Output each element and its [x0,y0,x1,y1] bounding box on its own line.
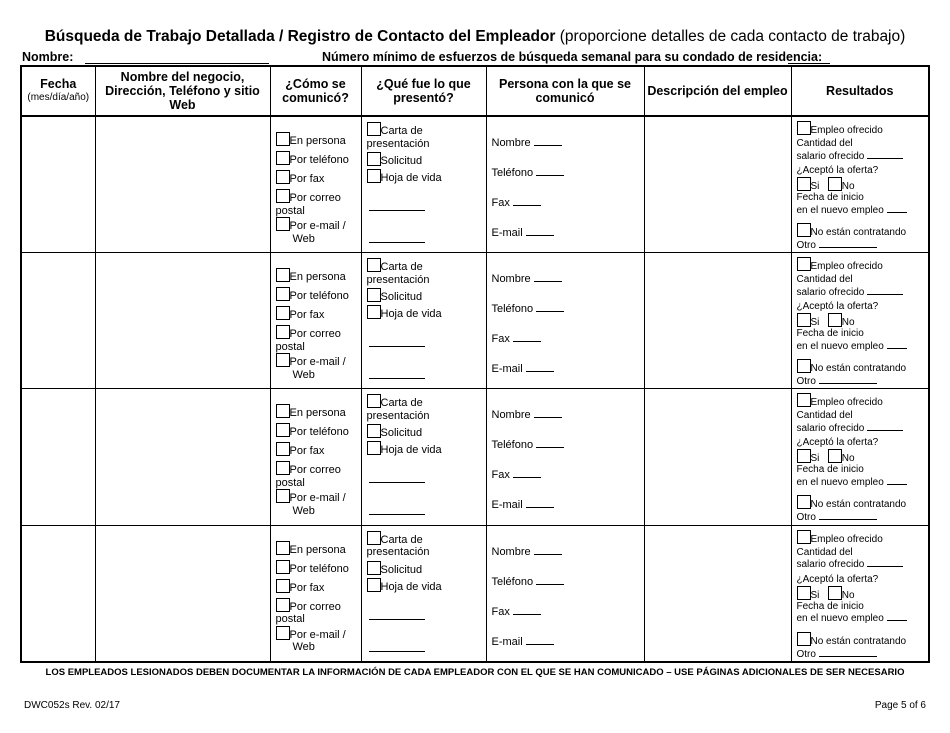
start-label: Fecha de inicio [796,328,864,340]
in-person-label: En persona [289,407,346,420]
date-cell[interactable] [21,116,95,253]
email-line[interactable] [526,235,554,236]
checkbox[interactable] [797,121,811,135]
col-presented: ¿Qué fue lo que presentó? [361,66,486,116]
other-label: Otro [796,376,816,388]
business-cell[interactable] [95,389,270,525]
fax-line[interactable] [513,477,541,478]
checkbox[interactable] [797,393,811,407]
checkbox[interactable] [367,288,381,302]
start-label: Fecha de inicio [796,192,864,203]
phone-line[interactable] [536,447,564,448]
page-number: Page 5 of 6 [874,700,926,711]
checkbox[interactable] [276,423,290,437]
offered-label: Empleo ofrecido [810,533,883,545]
checkbox[interactable] [797,257,811,271]
how-cell [270,525,361,662]
mail-label: Por correo [289,328,341,341]
phone-label: Por teléfono [289,562,349,575]
application-label: Solicitud [380,427,423,440]
phone-field-label: Teléfono [491,575,534,588]
no-label: No [841,589,855,601]
how-cell [270,253,361,389]
checkbox[interactable] [828,586,842,600]
in-person-label: En persona [289,135,346,147]
salary-label: Cantidad del [796,410,853,422]
salary-line[interactable] [867,294,903,295]
name-field-label: Nombre [491,273,531,286]
person-cell [486,116,644,253]
date-cell[interactable] [21,253,95,389]
cover-label-2: presentación [366,273,430,286]
phone-field-label: Teléfono [491,303,534,316]
results-cell [791,525,929,662]
name-line[interactable] [534,145,562,146]
no-label: No [841,453,855,465]
checkbox[interactable] [276,353,290,367]
start-line[interactable] [887,484,907,485]
name-field[interactable] [85,63,269,64]
col-how: ¿Cómo se comunicó? [270,66,361,116]
checkbox[interactable] [367,394,381,408]
accepted-label: ¿Aceptó la oferta? [796,301,879,313]
offered-label: Empleo ofrecido [810,261,883,273]
salary-label-2: salario ofrecido [796,150,865,162]
offered-label: Empleo ofrecido [810,125,883,136]
salary-label: Cantidad del [796,274,853,286]
job-cell[interactable] [644,389,791,525]
checkbox[interactable] [276,151,290,165]
resume-label: Hoja de vida [380,580,442,593]
start-line[interactable] [887,348,907,349]
job-cell[interactable] [644,253,791,389]
yes-label: Si [810,317,820,329]
fax-field-label: Fax [491,469,510,482]
fax-field-label: Fax [491,605,510,618]
checkbox[interactable] [276,306,290,320]
email-field-label: E-mail [491,499,523,512]
contact-log-table [20,65,930,663]
other-doc-line[interactable] [369,651,425,652]
checkbox[interactable] [367,531,381,545]
table-row [21,253,929,389]
not-hiring-label: No están contratando [810,227,907,238]
accepted-label: ¿Aceptó la oferta? [796,165,879,176]
checkbox[interactable] [797,313,811,327]
resume-label: Hoja de vida [380,444,442,457]
checkbox[interactable] [367,441,381,455]
phone-field-label: Teléfono [491,439,534,452]
fax-line[interactable] [513,614,541,615]
checkbox[interactable] [367,122,381,136]
no-label: No [841,181,855,192]
checkbox[interactable] [276,598,290,612]
yes-label: Si [810,453,820,465]
col-date-sub: (mes/día/año) [27,92,90,103]
col-job: Descripción del empleo [644,66,791,116]
checkbox[interactable] [276,489,290,503]
fax-label: Por fax [289,173,325,185]
other-doc-line[interactable] [369,482,425,483]
fax-field-label: Fax [491,197,510,209]
mail-label: Por correo [289,192,341,204]
cover-label-2: presentación [366,137,430,150]
name-line[interactable] [534,281,562,282]
checkbox[interactable] [797,495,811,509]
yes-label: Si [810,181,820,192]
fax-line[interactable] [513,205,541,206]
salary-line[interactable] [867,158,903,159]
results-cell [791,389,929,525]
presented-cell [361,389,486,525]
checkbox[interactable] [797,177,811,191]
checkbox[interactable] [828,449,842,463]
accepted-label: ¿Aceptó la oferta? [796,437,879,449]
email-label: Por e-mail / [289,356,346,369]
checkbox[interactable] [797,632,811,646]
email-label: Por e-mail / [289,628,346,641]
col-date [21,66,95,116]
start-label-2: en el nuevo empleo [796,340,884,352]
salary-line[interactable] [867,566,903,567]
start-label: Fecha de inicio [796,600,864,612]
checkbox[interactable] [276,189,290,203]
results-cell [791,116,929,253]
date-cell[interactable] [21,525,95,662]
accepted-label: ¿Aceptó la oferta? [796,573,879,585]
checkbox[interactable] [797,586,811,600]
checkbox[interactable] [367,258,381,272]
salary-label-2: salario ofrecido [796,286,865,298]
checkbox[interactable] [367,424,381,438]
other-label: Otro [796,240,816,251]
col-results: Resultados [791,66,929,116]
name-label: Nombre: [22,50,74,64]
checkbox[interactable] [797,359,811,373]
job-cell[interactable] [644,116,791,253]
email-line[interactable] [526,507,554,508]
email-line[interactable] [526,644,554,645]
mail-label-2: postal [275,613,305,626]
phone-label: Por teléfono [289,426,349,439]
checkbox[interactable] [367,561,381,575]
form-title [0,28,950,46]
how-cell [270,116,361,253]
mail-label-2: postal [275,204,305,217]
checkbox[interactable] [828,313,842,327]
email-line[interactable] [526,371,554,372]
name-field-label: Nombre [491,545,531,558]
phone-line[interactable] [536,311,564,312]
application-label: Solicitud [380,291,423,304]
min-efforts-label: Número mínimo de esfuerzos de búsqueda semanal para su condado de residencia: [322,50,823,64]
checkbox[interactable] [367,578,381,592]
application-label: Solicitud [380,563,423,576]
resume-label: Hoja de vida [380,308,442,321]
how-cell [270,389,361,525]
checkbox[interactable] [367,305,381,319]
name-line[interactable] [534,417,562,418]
checkbox[interactable] [367,169,381,183]
presented-cell [361,253,486,389]
checkbox[interactable] [276,170,290,184]
checkbox[interactable] [797,223,811,237]
cover-label: Carta de [380,125,423,137]
mail-label-2: postal [275,476,305,489]
mail-label: Por correo [289,600,341,613]
salary-label: Cantidad del [796,138,853,149]
checkbox[interactable] [828,177,842,191]
start-line[interactable] [887,212,907,213]
checkbox[interactable] [276,268,290,282]
checkbox[interactable] [276,626,290,640]
checkbox[interactable] [276,217,290,231]
title-bold: Búsqueda de Trabajo Detallada / Registro de Contacto del Empleador [44,28,556,45]
application-label: Solicitud [380,155,423,167]
email-field-label: E-mail [491,363,523,376]
other-line[interactable] [819,656,877,657]
start-label: Fecha de inicio [796,464,864,476]
resume-label: Hoja de vida [380,172,442,184]
other-doc-line[interactable] [369,378,425,379]
other-doc-line[interactable] [369,242,425,243]
cover-label: Carta de [380,533,423,546]
fax-label: Por fax [289,445,325,458]
checkbox[interactable] [276,442,290,456]
fax-field-label: Fax [491,333,510,346]
table-row [21,116,929,253]
phone-label: Por teléfono [289,154,349,166]
start-label-2: en el nuevo empleo [796,613,884,625]
checkbox[interactable] [367,152,381,166]
checkbox[interactable] [276,579,290,593]
form-id: DWC052s Rev. 02/17 [24,700,120,711]
email-field-label: E-mail [491,227,523,239]
offered-label: Empleo ofrecido [810,397,883,409]
checkbox[interactable] [797,530,811,544]
fax-label: Por fax [289,581,325,594]
no-label: No [841,317,855,329]
email-label-2: Web [292,504,315,517]
phone-line[interactable] [536,175,564,176]
not-hiring-label: No están contratando [810,363,907,375]
other-label: Otro [796,512,816,524]
other-doc-line[interactable] [369,210,425,211]
business-cell[interactable] [95,116,270,253]
start-label-2: en el nuevo empleo [796,204,884,216]
email-label-2: Web [292,232,315,245]
yes-label: Si [810,589,820,601]
min-efforts-field[interactable] [788,63,830,64]
checkbox[interactable] [276,541,290,555]
footer-notice: LOS EMPLEADOS LESIONADOS DEBEN DOCUMENTAR LA INFORMACIÓN DE CADA EMPLEADOR CON EL QUE SE HAN COMUNICADO – USE PÁGINAS ADICIONALES DE SER NECESARIO [45,667,905,678]
name-field-label: Nombre [491,137,531,149]
col-person: Persona con la que se comunicó [486,66,644,116]
col-date-label: Fecha [40,77,77,91]
fax-label: Por fax [289,309,325,322]
email-field-label: E-mail [491,635,523,648]
fax-line[interactable] [513,341,541,342]
person-cell [486,525,644,662]
checkbox[interactable] [797,449,811,463]
checkbox[interactable] [276,287,290,301]
title-normal: (proporcione detalles de cada contacto de trabajo) [555,28,906,45]
not-hiring-label: No están contratando [810,635,907,647]
other-line[interactable] [819,383,877,384]
presented-cell [361,525,486,662]
checkbox[interactable] [276,560,290,574]
start-label-2: en el nuevo empleo [796,476,884,488]
cover-label-2: presentación [366,409,430,422]
mail-label: Por correo [289,464,341,477]
job-cell[interactable] [644,525,791,662]
in-person-label: En persona [289,543,346,556]
person-cell [486,389,644,525]
other-line[interactable] [819,519,877,520]
cover-label: Carta de [380,261,423,274]
checkbox[interactable] [276,325,290,339]
checkbox[interactable] [276,404,290,418]
table-row [21,389,929,525]
person-cell [486,253,644,389]
table-row [21,525,929,662]
phone-field-label: Teléfono [491,167,534,179]
col-business: Nombre del negocio, Dirección, Teléfono y sitio Web [95,66,270,116]
checkbox[interactable] [276,461,290,475]
email-label-2: Web [292,368,315,381]
email-label-2: Web [292,641,315,654]
mail-label-2: postal [275,340,305,353]
name-field-label: Nombre [491,409,531,422]
cover-label-2: presentación [366,546,430,559]
presented-cell [361,116,486,253]
salary-line[interactable] [867,430,903,431]
results-cell [791,253,929,389]
business-cell[interactable] [95,525,270,662]
cover-label: Carta de [380,397,423,410]
in-person-label: En persona [289,271,346,284]
date-cell[interactable] [21,389,95,525]
other-label: Otro [796,648,816,660]
other-doc-line[interactable] [369,619,425,620]
email-label: Por e-mail / [289,220,346,232]
phone-label: Por teléfono [289,290,349,303]
salary-label: Cantidad del [796,546,853,558]
other-doc-line[interactable] [369,346,425,347]
other-doc-line[interactable] [369,514,425,515]
not-hiring-label: No están contratando [810,499,907,511]
salary-label-2: salario ofrecido [796,559,865,571]
salary-label-2: salario ofrecido [796,422,865,434]
phone-line[interactable] [536,584,564,585]
name-line[interactable] [534,554,562,555]
checkbox[interactable] [276,132,290,146]
other-line[interactable] [819,247,877,248]
start-line[interactable] [887,620,907,621]
email-label: Por e-mail / [289,492,346,505]
business-cell[interactable] [95,253,270,389]
